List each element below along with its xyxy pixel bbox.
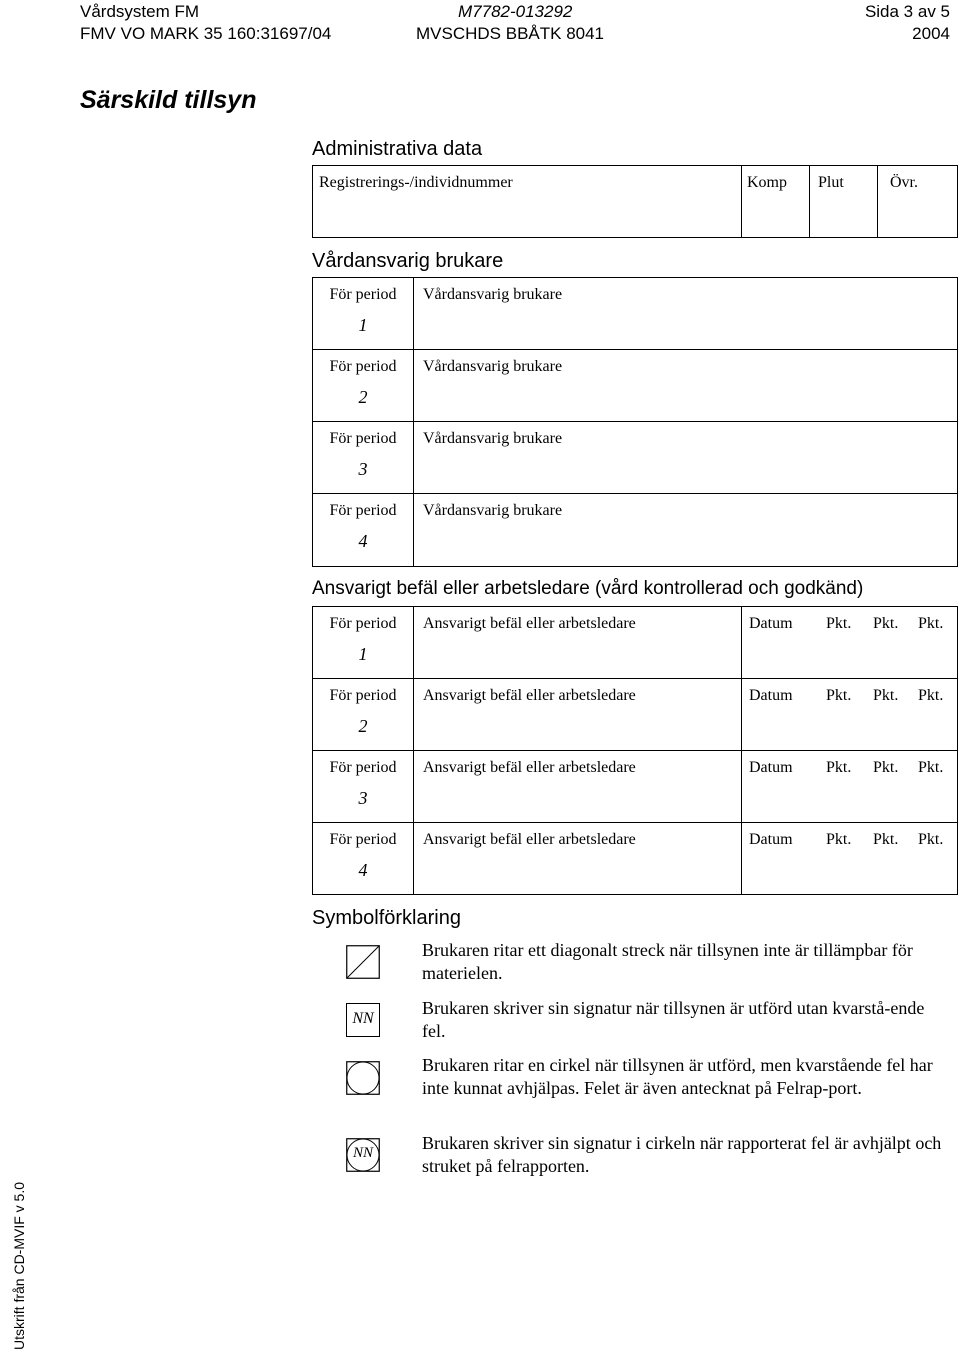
ansvarigt-pkt2-2: Pkt. bbox=[873, 687, 899, 704]
ansvarigt-pkt3-3: Pkt. bbox=[918, 759, 944, 776]
vardansvarig-period-label-2: För period bbox=[329, 358, 397, 375]
ansvarigt-pkt2-1: Pkt. bbox=[873, 615, 899, 632]
ansvarigt-datum-2: Datum bbox=[749, 687, 793, 704]
header-product: MVSCHDS BBÅTK 8041 bbox=[416, 24, 605, 43]
circle-box-icon bbox=[346, 1061, 380, 1095]
plut-label: Plut bbox=[818, 174, 844, 191]
vardansvarig-period-label-4: För period bbox=[329, 502, 397, 519]
ansvarigt-datum-1: Datum bbox=[749, 615, 793, 632]
vardansvarig-table bbox=[312, 277, 958, 567]
ansvarigt-period-num-1: 1 bbox=[358, 644, 368, 664]
ansvarigt-period-label-4: För period bbox=[329, 831, 397, 848]
ansvarigt-pkt1-1: Pkt. bbox=[826, 615, 852, 632]
ansvarigt-pkt3-4: Pkt. bbox=[918, 831, 944, 848]
ansvarigt-period-num-3: 3 bbox=[358, 788, 368, 808]
ansvarigt-pkt3-1: Pkt. bbox=[918, 615, 944, 632]
vardansvarig-period-num-1: 1 bbox=[358, 315, 368, 335]
vardansvarig-period-label-3: För period bbox=[329, 430, 397, 447]
page-title: Särskild tillsyn bbox=[80, 86, 257, 114]
ansvarigt-pkt1-2: Pkt. bbox=[826, 687, 852, 704]
legend-heading: Symbolförklaring bbox=[312, 907, 461, 929]
ansvarigt-pkt1-3: Pkt. bbox=[826, 759, 852, 776]
diagonal-line-box-icon bbox=[346, 945, 380, 979]
header-doc-id: M7782-013292 bbox=[458, 2, 573, 21]
ansvarigt-period-num-2: 2 bbox=[358, 716, 368, 736]
circled-signature-text: NN bbox=[352, 1145, 373, 1161]
ansvarigt-datum-3: Datum bbox=[749, 759, 793, 776]
legend-text-3: Brukaren ritar en cirkel när tillsynen är utförd, men kvarstående fel har inte kunnat avhjälpas. Felet är även antecknat på Felrap-port. bbox=[422, 1055, 933, 1098]
legend-text-4: Brukaren skriver sin signatur i cirkeln när rapporterat fel är avhjälpt och struket på felrapporten. bbox=[422, 1133, 942, 1176]
ansvarigt-field-3: Ansvarigt befäl eller arbetsledare bbox=[423, 759, 636, 776]
vardansvarig-period-num-2: 2 bbox=[358, 387, 368, 407]
vardansvarig-field-1: Vårdansvarig brukare bbox=[423, 286, 563, 303]
vardansvarig-field-3: Vårdansvarig brukare bbox=[423, 430, 563, 447]
vardansvarig-field-4: Vårdansvarig brukare bbox=[423, 502, 563, 519]
ansvarigt-period-label-2: För period bbox=[329, 687, 397, 704]
signature-box-text: NN bbox=[352, 1010, 374, 1027]
ansvarigt-field-1: Ansvarigt befäl eller arbetsledare bbox=[423, 615, 636, 632]
komp-label: Komp bbox=[747, 174, 787, 191]
ansvarigt-pkt2-4: Pkt. bbox=[873, 831, 899, 848]
ansvarigt-datum-4: Datum bbox=[749, 831, 793, 848]
header-year: 2004 bbox=[912, 24, 950, 43]
vardansvarig-period-num-3: 3 bbox=[358, 459, 368, 479]
vardansvarig-period-label-1: För period bbox=[329, 286, 397, 303]
ansvarigt-pkt3-2: Pkt. bbox=[918, 687, 944, 704]
ovr-label: Övr. bbox=[890, 174, 918, 191]
header-ref: FMV VO MARK 35 160:31697/04 bbox=[80, 24, 332, 43]
vardansvarig-field-2: Vårdansvarig brukare bbox=[423, 358, 563, 375]
circled-signature-box-icon bbox=[346, 1138, 380, 1172]
vardansvarig-period-num-4: 4 bbox=[358, 531, 368, 551]
ansvarigt-heading: Ansvarigt befäl eller arbetsledare (vård kontrollerad och godkänd) bbox=[312, 578, 864, 599]
ansvarigt-period-label-3: För period bbox=[329, 759, 397, 776]
ansvarigt-pkt1-4: Pkt. bbox=[826, 831, 852, 848]
signature-box-icon bbox=[346, 1003, 380, 1037]
ansvarigt-field-4: Ansvarigt befäl eller arbetsledare bbox=[423, 831, 636, 848]
header-page: Sida 3 av 5 bbox=[864, 2, 950, 21]
legend-text-1: Brukaren ritar ett diagonalt streck när tillsynen inte är tillämpbar för materielen. bbox=[422, 940, 913, 983]
ansvarigt-field-2: Ansvarigt befäl eller arbetsledare bbox=[423, 687, 636, 704]
ansvarigt-pkt2-3: Pkt. bbox=[873, 759, 899, 776]
ansvarigt-period-label-1: För period bbox=[329, 615, 397, 632]
admin-heading: Administrativa data bbox=[312, 138, 483, 160]
ansvarigt-table bbox=[312, 606, 958, 895]
admin-table bbox=[312, 165, 958, 238]
vardansvarig-heading: Vårdansvarig brukare bbox=[312, 250, 504, 272]
legend-text-2: Brukaren skriver sin signatur när tillsynen är utförd utan kvarstå-ende fel. bbox=[422, 998, 925, 1041]
side-note: Utskrift från CD-MVIF v 5.0 bbox=[11, 1181, 27, 1350]
ansvarigt-period-num-4: 4 bbox=[358, 860, 368, 880]
reg-number-label: Registrerings-/individnummer bbox=[319, 174, 513, 191]
header-system: Vårdsystem FM bbox=[80, 2, 200, 21]
